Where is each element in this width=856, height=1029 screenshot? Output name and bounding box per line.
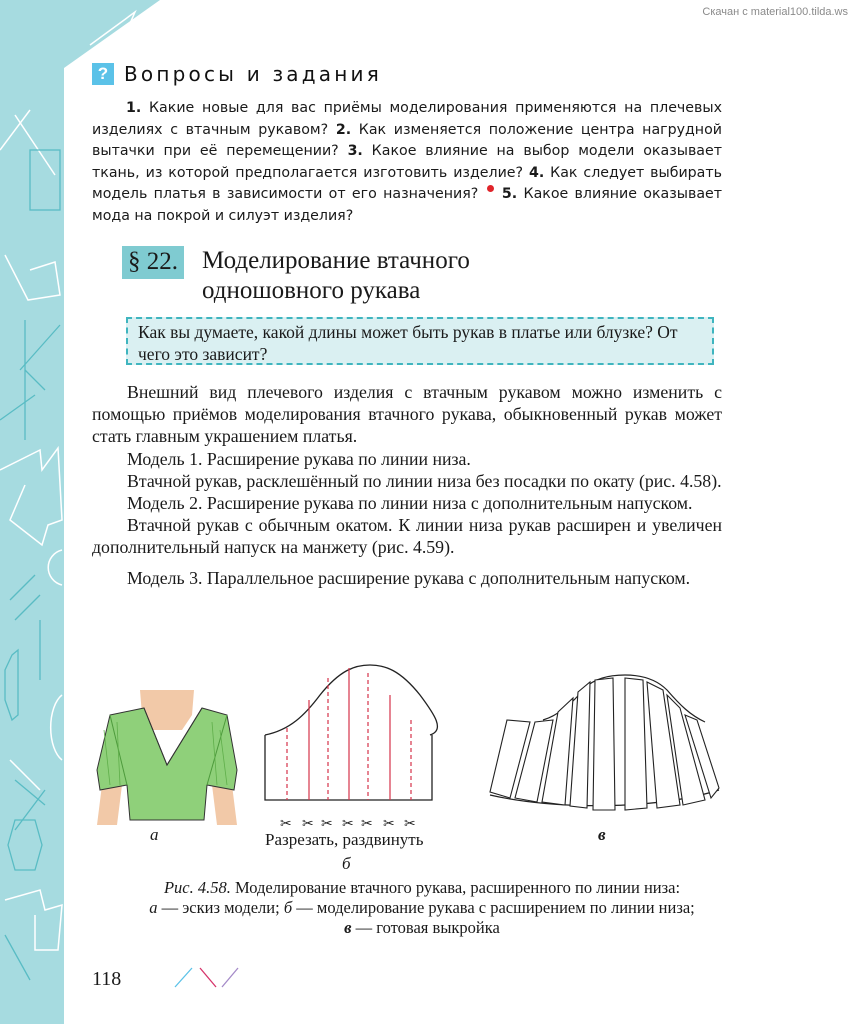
svg-text:✂: ✂ (342, 816, 354, 830)
caption-text: — готовая выкройка (351, 918, 500, 937)
paragraph: Втачной рукав с обычным окатом. К линии низа рукав расширен и увеличен дополнительный напуск на манжету (рис. 4.59). (92, 515, 722, 558)
figure-caption (92, 878, 752, 938)
section-title-line: одношовного рукава (202, 277, 421, 304)
question-number: 3. (347, 143, 363, 159)
question-text: Как изменяется положение центра нагрудной вытачки при её перемещении? (92, 121, 722, 159)
paragraph: Модель 2. Расширение рукава по линии низа с дополнительным напуском. (127, 493, 693, 514)
question-number: 4. (528, 164, 545, 181)
paragraph: Модель 3. Параллельное расширение рукава с дополнительным напуском. (127, 567, 691, 588)
section-title-line: Моделирование втачного (202, 247, 470, 274)
question-text: Какое влияние оказывает мода на покрой и силуэт изделия? (92, 186, 723, 224)
scissors-icon (280, 816, 416, 830)
decorative-lines-icon (170, 965, 260, 990)
question-number: 1. (126, 100, 142, 116)
question-number: 5. (501, 186, 518, 202)
svg-text:✂: ✂ (383, 816, 395, 830)
figure-label-v: в (598, 825, 606, 844)
paragraph: Внешний вид плечевого изделия с втачным рукавом можно изменить с помощью приёмов моделирования втачного рукава, обыкновенный рукав может стать главным украшением платья. (92, 382, 722, 447)
blouse-sketch-figure (92, 690, 242, 825)
paragraph: Втачной рукав, расклешённый по линии низа без посадки по окату (рис. 4.58). (127, 470, 722, 491)
caption-letter: б (283, 898, 293, 917)
sleeve-pattern-cut-figure (260, 660, 440, 830)
questions-title: Вопросы и задания (124, 62, 382, 86)
watermark: Скачан с material100.tilda.ws (702, 6, 848, 18)
section-number: § 22. (122, 246, 184, 279)
section-heading (122, 246, 470, 306)
question-number: 2. (335, 121, 352, 138)
svg-text:✂: ✂ (280, 816, 292, 830)
geometric-pattern-icon (0, 0, 64, 1024)
cut-instruction-label: Разрезать, раздвинуть (265, 830, 424, 849)
svg-text:✂: ✂ (361, 816, 373, 830)
figure-reference: Рис. 4.58. (163, 878, 231, 897)
section-title (202, 246, 470, 306)
questions-heading (92, 62, 382, 86)
corner-decoration-icon (0, 0, 160, 70)
finished-sleeve-pattern-figure (485, 670, 725, 815)
decorative-sidebar (0, 0, 64, 1024)
advanced-question-marker-icon (487, 185, 494, 192)
figure-label-a: а (150, 825, 159, 844)
paragraph: Модель 1. Расширение рукава по линии низа. (127, 448, 471, 469)
question-mark-icon: ? (92, 63, 114, 85)
caption-text: — моделирование рукава с расширением по линии низа; (292, 898, 695, 917)
body-text (92, 381, 722, 589)
svg-text:✂: ✂ (321, 816, 333, 830)
question-text: Как следует выбирать модель платья в зависимости от его назначения? (92, 164, 722, 202)
question-text: Какое влияние на выбор модели оказывает ткань, из которой предполагается изготовить изделие? (92, 143, 722, 181)
questions-list (92, 98, 722, 227)
page-number: 118 (92, 968, 122, 990)
discussion-prompt-box: Как вы думаете, какой длины может быть рукав в платье или блузке? От чего это зависит? (126, 317, 714, 365)
svg-text:✂: ✂ (404, 816, 416, 830)
caption-letter: в (344, 918, 352, 937)
caption-text: — эскиз модели; (157, 898, 284, 917)
caption-letter: а (149, 898, 158, 917)
svg-text:✂: ✂ (302, 816, 314, 830)
caption-text: Моделирование втачного рукава, расширенного по линии низа: (230, 878, 681, 897)
question-text: Какие новые для вас приёмы моделирования применяются на плечевых изделиях с втачным рукавом? (92, 100, 722, 138)
figure-label-b: б (342, 854, 351, 873)
